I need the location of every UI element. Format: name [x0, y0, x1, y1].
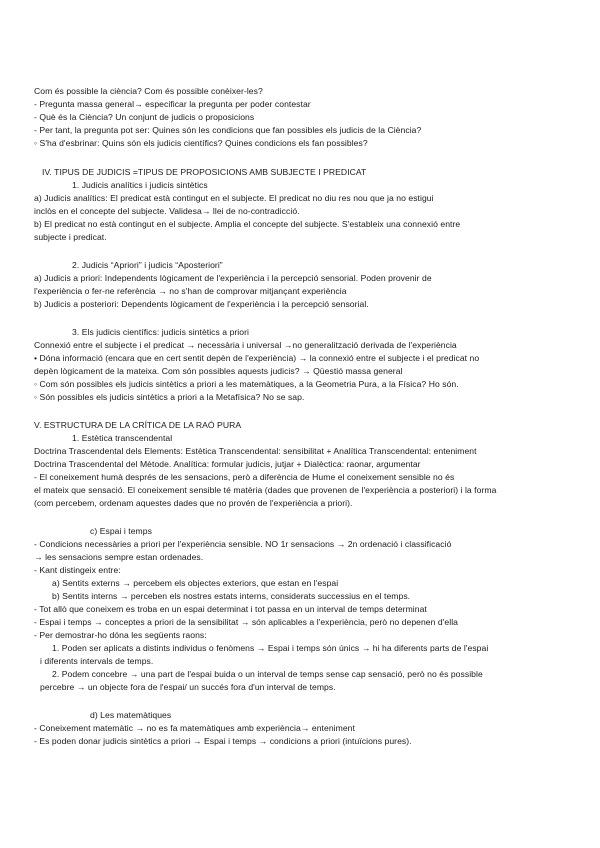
text-line: ◦ Són possibles els judicis sintètics a priori a la Metafísica? No se sap. [34, 392, 305, 402]
subsection-heading: d) Les matemàtiques [90, 710, 172, 720]
text-line: Doctrina Trascendental dels Elements: Estètica Transcendental: sensibilitat + Analítica Transcendental: enteniment [34, 446, 477, 456]
subsection-heading: 3. Els judicis científics: judicis sintètics a priori [72, 327, 249, 337]
text-line: - Pregunta massa general→ especificar la pregunta per poder contestar [34, 99, 311, 109]
list-item: a) Sentits externs → percebem els objectes exteriors, que estan en l'espai [52, 578, 339, 588]
text-line: a) Judicis a priori: Independents lògicament de l'experiència i la percepció sensorial. Poden provenir de [34, 273, 432, 283]
text-line: - Espai i temps → conceptes a priori de la sensibilitat → són aplicables a l'experiència, però no depenen d'ella [34, 617, 459, 627]
list-item: b) Sentits interns → perceben els nostres estats interns, considerats successius en el temps. [52, 591, 411, 601]
subsection-heading: c) Espai i temps [90, 526, 152, 536]
text-line: - Per demostrar-ho dóna les següents raons: [34, 630, 207, 640]
text-line: l'experiència o fer-ne referència → no s'han de comprovar mitjançant experiència [34, 286, 347, 296]
text-line: depèn lògicament de la mateixa. Com són possibles aquests judicis? → Qüestió massa general [34, 366, 403, 376]
text-line: - Per tant, la pregunta pot ser: Quines són les condicions que fan possibles els judicis de la Ciència? [34, 125, 422, 135]
subsection-heading: 1. Judicis analítics i judicis sintètics [72, 180, 208, 190]
text-line: a) Judicis analítics: El predicat està contingut en el subjecte. El predicat no diu res nou que ja no estigui [34, 193, 434, 203]
list-item: 1. Poden ser aplicats a distints individus o fenòmens → Espai i temps són únics → hi ha diferents parts de l'espai [52, 643, 489, 653]
text-line: subjecte i predicat. [34, 232, 107, 242]
text-line: percebre → un objecte fora de l'espai/ un succés fora d'un interval de temps. [40, 682, 336, 692]
text-line: Connexió entre el subjecte i el predicat → necessària i universal →no generalització derivada de l'experiència [34, 340, 457, 350]
text-line: - Tot allò que coneixem es troba en un espai determinat i tot passa en un interval de temps determinat [34, 604, 427, 614]
text-line: (com percebem, ordenam aquestes dades que no provén de l'experiència a priori). [34, 498, 353, 508]
text-line: i diferents intervals de temps. [40, 656, 154, 666]
list-item: 2. Podem concebre → una part de l'espai buida o un interval de temps sense cap sensació, però no és possible [52, 669, 483, 679]
text-line: ◦ S'ha d'esbrinar: Quins són els judicis científics? Quines condicions els fan possibles? [34, 138, 368, 148]
text-line: - Què és la Ciència? Un conjunt de judicis o proposicions [34, 112, 255, 122]
text-line: - Coneixement matemàtic → no es fa matemàtiques amb experiència→ enteniment [34, 723, 355, 733]
section-heading: IV. TIPUS DE JUDICIS =TIPUS DE PROPOSICIONS AMB SUBJECTE I PREDICAT [42, 167, 367, 177]
text-line: ◦ Com són possibles els judicis sintètics a priori a les matemàtiques, a la Geometria Pura, a la Física? Ho són. [34, 379, 459, 389]
text-line: - Es poden donar judicis sintètics a priori → Espai i temps → condicions a priori (intuïcions pures). [34, 736, 412, 746]
text-line: • Dóna informació (encara que en cert sentit depèn de l'experiència) → la connexió entre el subjecte i el predicat no [34, 353, 480, 363]
text-line: Doctrina Trascendental del Mètode. Analítica: formular judicis, jutjar + Dialèctica: raonar, argumentar [34, 459, 421, 469]
text-line: - El coneixement humà després de les sensacions, però a diferència de Hume el coneixement sensible no és [34, 472, 455, 482]
text-line: Com és possible la ciència? Com és possible conèixer-les? [34, 86, 263, 96]
subsection-heading: 1. Estètica transcendental [72, 433, 173, 443]
subsection-heading: 2. Judicis “Apriori” i judicis “Aposteriori” [72, 260, 223, 270]
section-heading: V. ESTRUCTURA DE LA CRÍTICA DE LA RAÓ PURA [34, 420, 242, 430]
text-line: b) Judicis a posteriori: Dependents lògicament de l'experiència i la percepció sensorial. [34, 299, 369, 309]
text-line: - Condicions necessàries a priori per l'experiència sensible. NO 1r sensacions → 2n ordenació i classificació [34, 539, 452, 549]
text-line: b) El predicat no està contingut en el subjecte. Amplia el concepte del subjecte. S'estableix una connexió entre [34, 219, 461, 229]
text-line: → les sensacions sempre estan ordenades. [34, 552, 204, 562]
text-line: inclòs en el concepte del subjecte. Validesa→ llei de no-contradicció. [34, 206, 300, 216]
text-line: el mateix que sensació. El coneixement sensible té matèria (dades que provenen de l'experiència a posteriori) i la forma [34, 485, 497, 495]
text-line: - Kant distingeix entre: [34, 565, 121, 575]
